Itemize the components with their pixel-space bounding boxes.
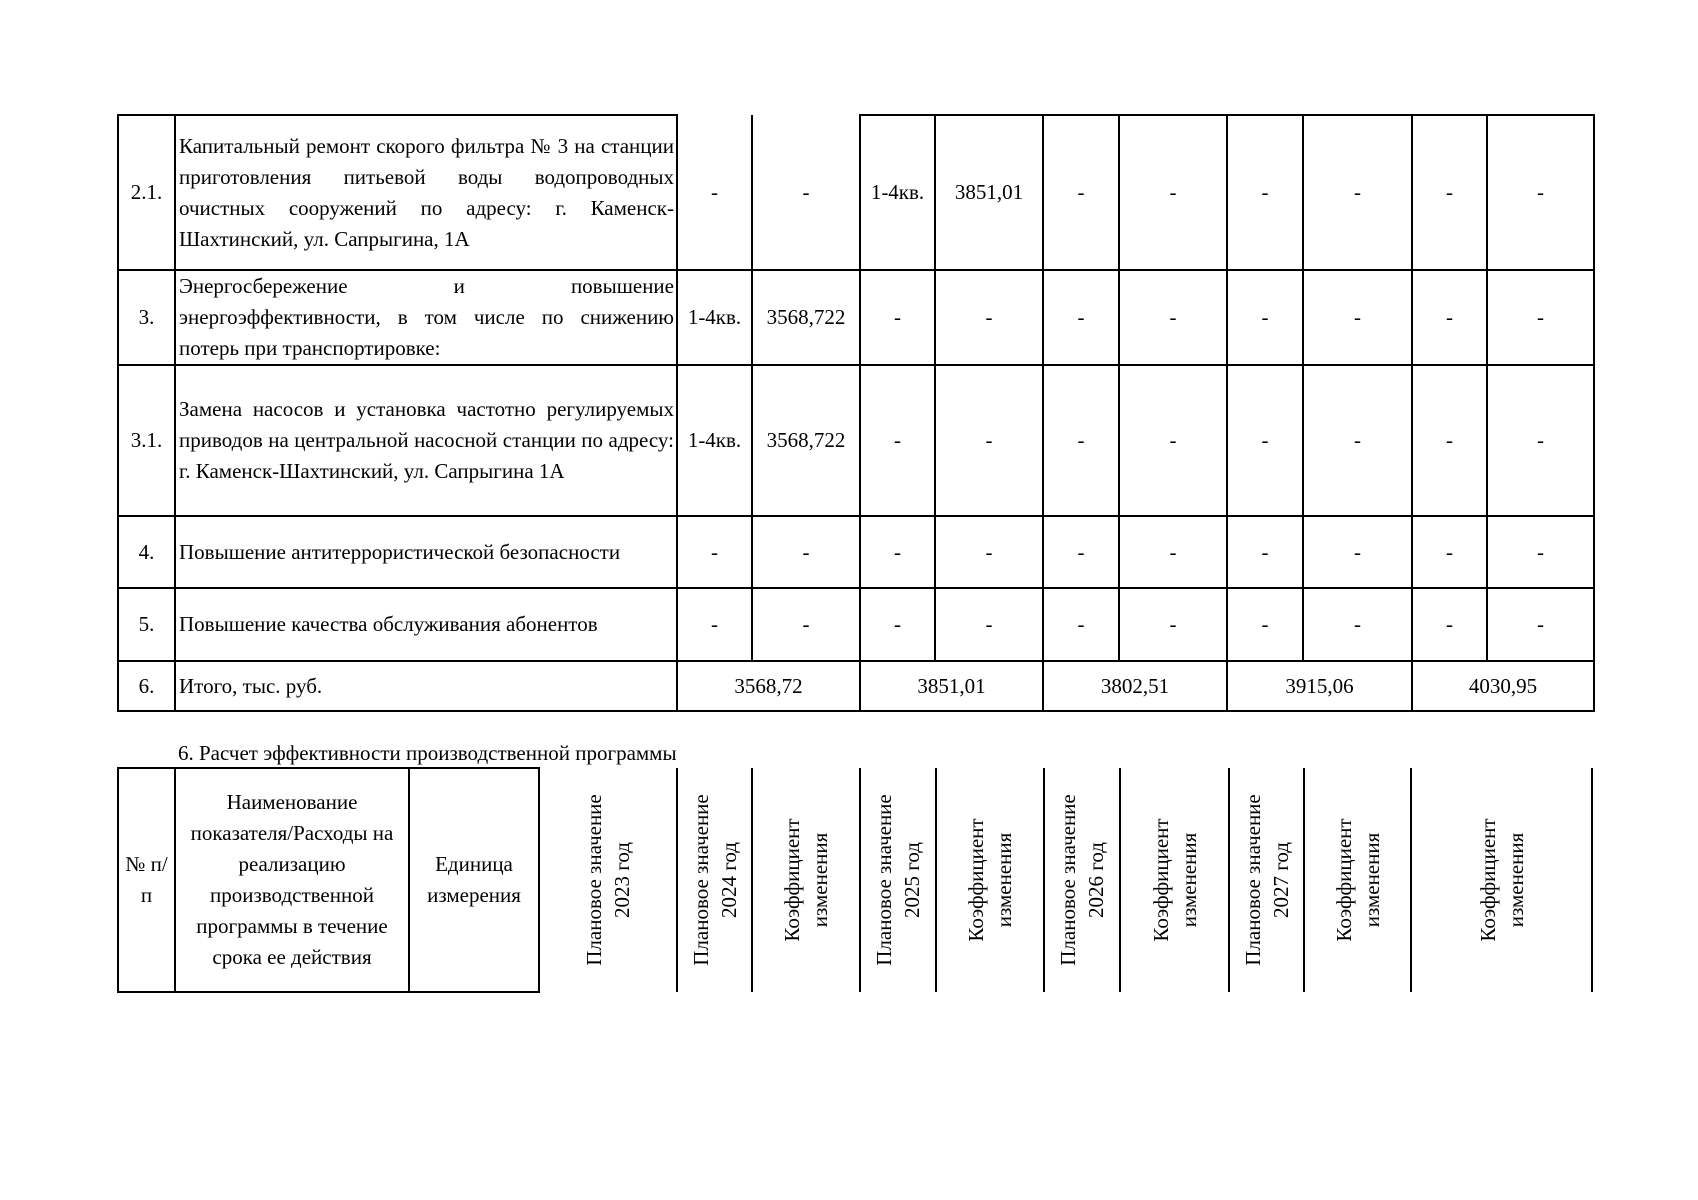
header-cell: [1044, 768, 1120, 992]
table-cell: -: [1412, 588, 1487, 661]
table-cell: -: [935, 270, 1043, 365]
table-cell: -: [1227, 588, 1303, 661]
table-row: [118, 115, 1594, 270]
header-cell: [1120, 768, 1229, 992]
table-cell: -: [1043, 270, 1119, 365]
table-cell: -: [860, 270, 935, 365]
program-table: [117, 114, 1595, 712]
header-rotated-text: Коэффициент изменения: [1331, 818, 1384, 942]
total-value: 3802,51: [1043, 661, 1227, 711]
header-cell: [677, 768, 752, 992]
table-cell: 3851,01: [935, 115, 1043, 270]
table-cell: -: [1043, 115, 1119, 270]
row-name: Повышение качества обслуживания абонентов: [175, 588, 677, 661]
table-cell: -: [1487, 115, 1594, 270]
table-header-row: [118, 768, 1592, 992]
table-cell: -: [1043, 365, 1119, 516]
table-cell: -: [1303, 516, 1412, 588]
table-row: [118, 516, 1594, 588]
table-cell: -: [1412, 270, 1487, 365]
table-cell: -: [860, 588, 935, 661]
row-number: 6.: [118, 661, 175, 711]
row-number: 3.: [118, 270, 175, 365]
header-rotated-text: Плановое значение 2023 год: [582, 794, 634, 966]
section-title: 6. Расчет эффективности производственной программы: [178, 741, 677, 765]
header-rotated-text: Коэффициент изменения: [964, 818, 1016, 942]
row-number: 4.: [118, 516, 175, 588]
table-cell: -: [1487, 365, 1594, 516]
table-cell: -: [1412, 365, 1487, 516]
table-cell: -: [1119, 270, 1227, 365]
header-unit: Единица измерения: [409, 768, 539, 992]
header-cell: [1411, 768, 1592, 992]
table-cell: -: [1487, 270, 1594, 365]
header-number: № п/п: [118, 768, 175, 992]
header-rotated-text: Коэффициент изменения: [1148, 818, 1201, 942]
table-cell: -: [677, 115, 752, 270]
table-cell: -: [1487, 588, 1594, 661]
table-cell: -: [935, 516, 1043, 588]
row-number: 2.1.: [118, 115, 175, 270]
table-cell: -: [1303, 588, 1412, 661]
table-cell: -: [677, 516, 752, 588]
table-cell: -: [1119, 115, 1227, 270]
row-number: 3.1.: [118, 365, 175, 516]
table-cell: -: [1119, 516, 1227, 588]
table-cell: -: [1487, 516, 1594, 588]
header-rotated-text: Плановое значение 2024 год: [688, 794, 741, 966]
table-cell: -: [1303, 365, 1412, 516]
header-cell: [539, 768, 677, 992]
total-value: 4030,95: [1412, 661, 1594, 711]
table-cell: -: [860, 365, 935, 516]
header-cell: [752, 768, 860, 992]
header-cell: [936, 768, 1044, 992]
table-row: [118, 588, 1594, 661]
row-name: Замена насосов и установка частотно регулируемых приводов на центральной насосной станции по адресу: г. Каменск-Шахтинский, ул. Сапрыгина 1А: [175, 365, 677, 516]
header-rotated-text: Плановое значение 2026 год: [1056, 794, 1108, 966]
table-cell: -: [1303, 115, 1412, 270]
table-cell: -: [860, 516, 935, 588]
row-number: 5.: [118, 588, 175, 661]
header-rotated-text: Плановое значение 2025 год: [872, 794, 924, 966]
table-cell: 1-4кв.: [860, 115, 935, 270]
efficiency-table: [117, 767, 1593, 993]
total-row: [118, 661, 1594, 711]
table-cell: 1-4кв.: [677, 270, 752, 365]
table-cell: -: [1227, 365, 1303, 516]
row-name: Повышение антитеррористической безопасности: [175, 516, 677, 588]
table-cell: -: [1227, 516, 1303, 588]
table-cell: -: [1119, 588, 1227, 661]
table-cell: -: [935, 588, 1043, 661]
table-cell: -: [752, 115, 860, 270]
header-cell: [1229, 768, 1304, 992]
table-cell: -: [1227, 115, 1303, 270]
table-cell: -: [1412, 516, 1487, 588]
table-cell: -: [1119, 365, 1227, 516]
table-cell: -: [752, 516, 860, 588]
header-cell: [860, 768, 936, 992]
total-value: 3568,72: [677, 661, 860, 711]
row-name: Энергосбережение и повышение энергоэффективности, в том числе по снижению потерь при транспортировке:: [175, 270, 677, 365]
total-value: 3851,01: [860, 661, 1043, 711]
table-cell: -: [935, 365, 1043, 516]
header-name: Наименование показателя/Расходы на реализацию производственной программы в течение срока ее действия: [175, 768, 409, 992]
table-cell: 3568,722: [752, 365, 860, 516]
table-cell: 1-4кв.: [677, 365, 752, 516]
table-cell: -: [677, 588, 752, 661]
table-row: [118, 270, 1594, 365]
header-rotated-text: Коэффициент изменения: [780, 818, 832, 942]
table-cell: -: [1303, 270, 1412, 365]
table-cell: -: [1412, 115, 1487, 270]
table-cell: -: [1043, 588, 1119, 661]
table-cell: -: [1227, 270, 1303, 365]
table-row: [118, 365, 1594, 516]
header-cell: [1304, 768, 1411, 992]
table-cell: -: [752, 588, 860, 661]
table-cell: 3568,722: [752, 270, 860, 365]
header-rotated-text: Плановое значение 2027 год: [1240, 794, 1293, 966]
table-cell: -: [1043, 516, 1119, 588]
header-rotated-text: Коэффициент изменения: [1475, 818, 1528, 942]
total-value: 3915,06: [1227, 661, 1412, 711]
row-name: Итого, тыс. руб.: [175, 661, 677, 711]
row-name: Капитальный ремонт скорого фильтра № 3 на станции приготовления питьевой воды водопроводных очистных сооружений по адресу: г. Каменск-Шахтинский, ул. Сапрыгина, 1А: [175, 115, 677, 270]
